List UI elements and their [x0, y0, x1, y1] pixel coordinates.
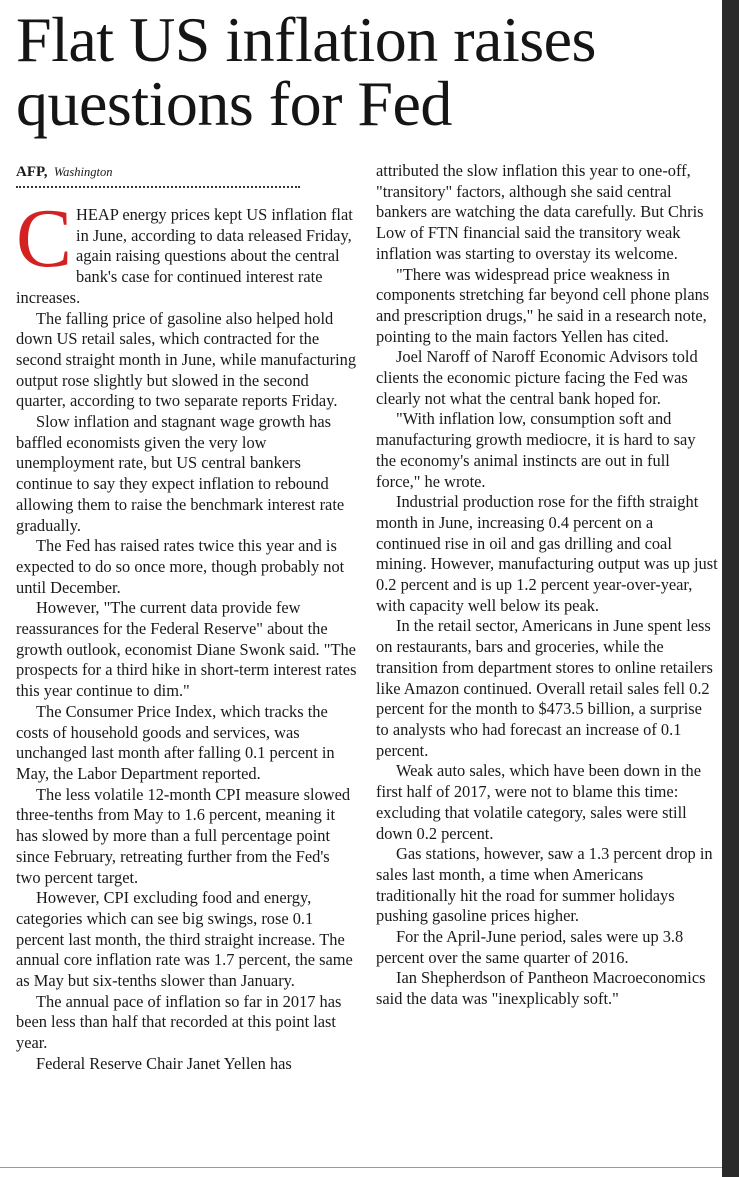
byline-divider	[16, 186, 300, 188]
paragraph: "There was widespread price weakness in components stretching far beyond cell phone plans and prescription drugs," he said in a research note, pointing to the main factors Yellen has cited.	[376, 264, 710, 346]
paragraph-continuation: attributed the slow inflation this year to one-off, "transitory" factors, although she said central bankers are watching the data carefully. But Chris Low of FTN financial said the transitory weak inflation was starting to overstay its welcome.	[376, 161, 704, 263]
paragraph: For the April-June period, sales were up 3.8 percent over the same quarter of 2016.	[376, 927, 684, 967]
article-column-2	[376, 161, 718, 1010]
paragraph: The less volatile 12-month CPI measure slowed three-tenths from May to 1.6 percent, meaning it has slowed by more than a full percentage point since February, retreating further from the Fed's two percent target.	[16, 784, 351, 887]
byline-location: Washington	[53, 165, 113, 179]
drop-cap: C	[16, 192, 73, 285]
paragraph: However, "The current data provide few reassurances for the Federal Reserve" about the growth outlook, economist Diane Swonk said. "The prospects for a third hike in short-term interest rates this year continue to dim."	[16, 598, 357, 701]
paragraph: The Consumer Price Index, which tracks the costs of household goods and services, was unchanged last month after falling 0.1 percent in May, the Labor Department reported.	[16, 701, 335, 783]
paragraph: The falling price of gasoline also helped hold down US retail sales, which contracted for the second straight month in June, while manufacturing output rose slightly but slowed in the second quarter, according to two separate reports Friday.	[16, 308, 357, 411]
byline-agency: AFP,	[16, 164, 48, 180]
paragraph: In the retail sector, Americans in June spent less on restaurants, bars and groceries, while the transition from department stores to online retailers like Amazon continued. Overall retail sales fell 0.2 percent for the month to $473.5 billion, a surprise to analysts who had forecast an increase of 0.1 percent.	[376, 616, 713, 760]
paragraph: "With inflation low, consumption soft and manufacturing growth mediocre, it is hard to say the economy's animal instincts are out in full force," he wrote.	[376, 409, 696, 491]
paragraph: Weak auto sales, which have been down in the first half of 2017, were not to blame this time: excluding that volatile category, sales were still down 0.2 percent.	[376, 761, 701, 843]
lead-text: HEAP energy prices kept US inflation flat in June, according to data released Friday, again raising questions about the central bank's case for continued interest rate increases.	[16, 205, 353, 307]
paragraph: Joel Naroff of Naroff Economic Advisors told clients the economic picture facing the Fed was clearly not what the central bank hoped for.	[376, 347, 698, 408]
paragraph: Federal Reserve Chair Janet Yellen has	[36, 1053, 292, 1073]
byline	[16, 164, 112, 181]
paragraph: Ian Shepherdson of Pantheon Macroeconomics said the data was "inexplicably soft."	[376, 968, 706, 1009]
lead-paragraph	[16, 192, 358, 309]
page-edge-bar	[722, 0, 739, 1177]
headline: Flat US inflation raises questions for Fed	[16, 4, 596, 139]
paragraph: Industrial production rose for the fifth straight month in June, increasing 0.4 percent on a continued rise in oil and gas drilling and coal mining. However, manufacturing output was up just 0.2 percent and is up 1.2 percent year-over-year, with capacity well below its peak.	[376, 492, 718, 615]
paragraph: Gas stations, however, saw a 1.3 percent drop in sales last month, a time when Americans traditionally hit the road for summer holidays pushing gasoline prices higher.	[376, 844, 713, 926]
paragraph: The Fed has raised rates twice this year and is expected to do so once more, though probably not until December.	[16, 536, 345, 597]
paragraph: However, CPI excluding food and energy, categories which can see big swings, rose 0.1 percent last month, the third straight increase. The annual core inflation rate was 1.7 percent, the same as May but six-tenths slower than January.	[16, 888, 353, 991]
bottom-divider	[0, 1167, 722, 1168]
paragraph: The annual pace of inflation so far in 2017 has been less than half that recorded at this point last year.	[16, 991, 342, 1053]
article-column-1	[16, 192, 358, 1075]
paragraph: Slow inflation and stagnant wage growth has baffled economists given the very low unemployment rate, but US central bankers continue to say they expect inflation to rebound allowing them to raise the benchmark interest rate gradually.	[16, 412, 345, 535]
